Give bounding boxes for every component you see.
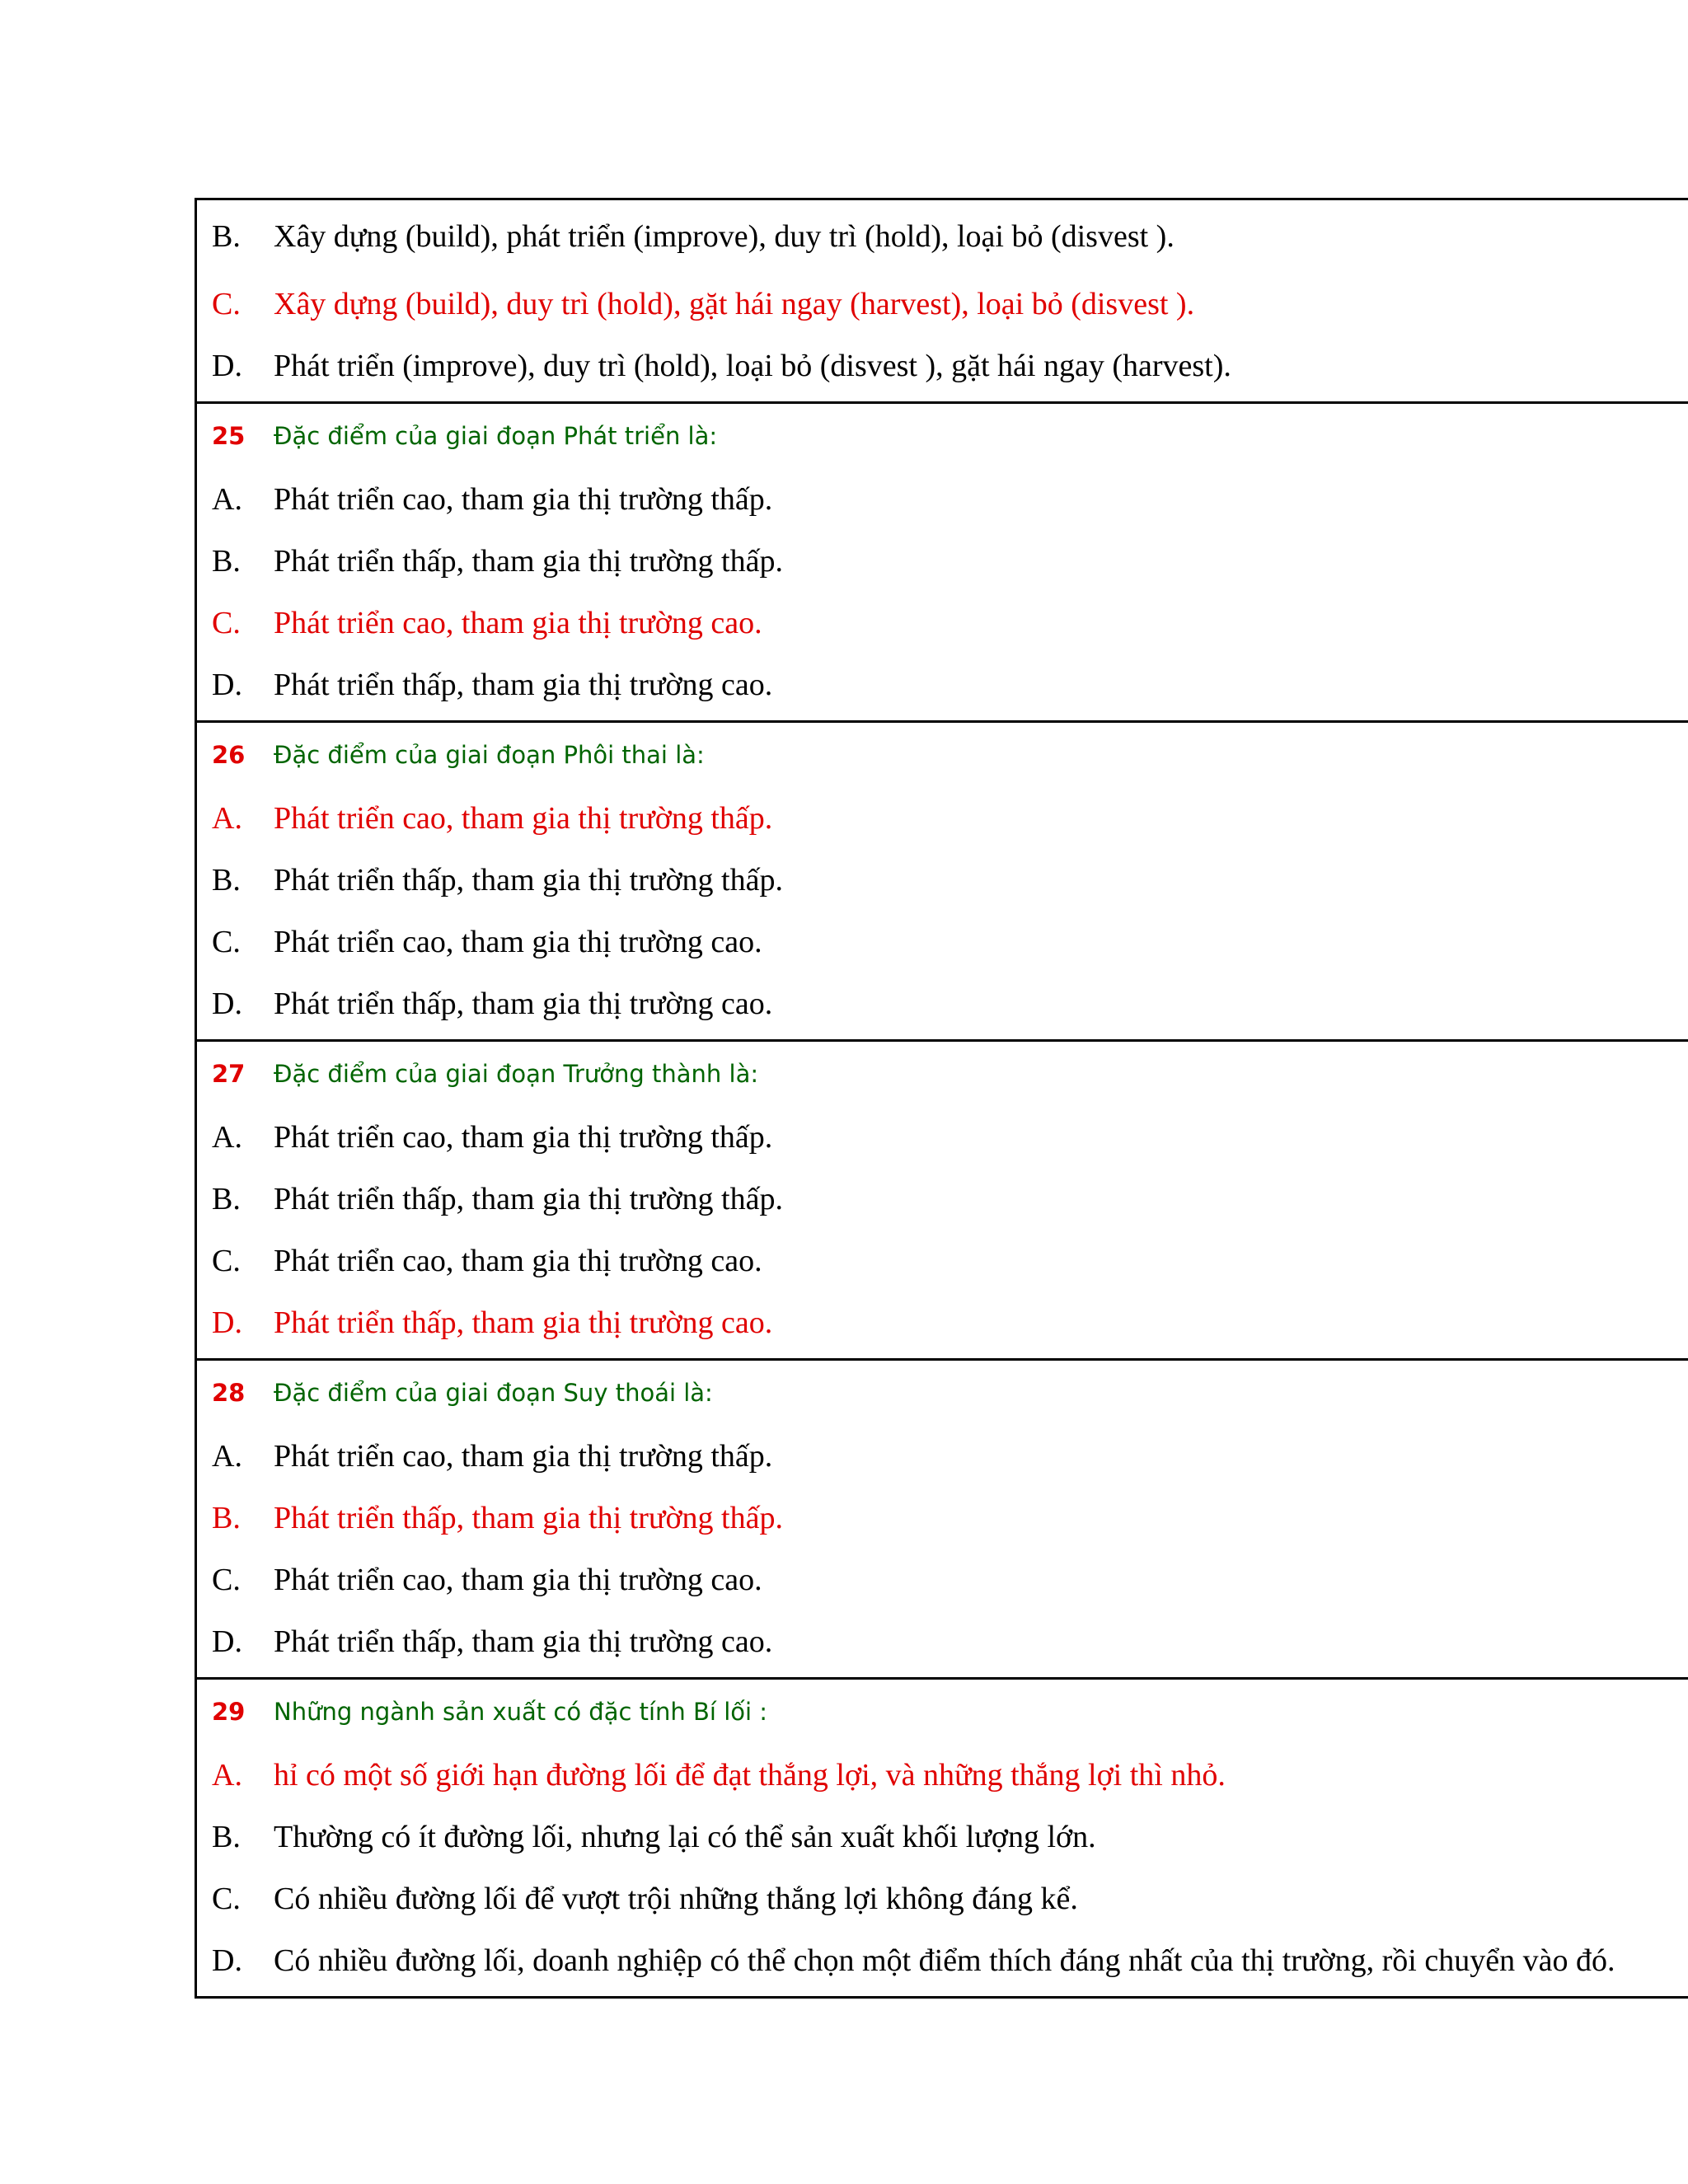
option-text: Phát triển cao, tham gia thị trường cao. [274, 1243, 762, 1278]
option-c[interactable] [197, 273, 1688, 335]
question-text: Những ngành sản xuất có đặc tính Bí lối : [274, 1698, 768, 1726]
option-letter: B. [212, 543, 241, 579]
option-letter: C. [212, 924, 241, 959]
option-a[interactable] [197, 1106, 1688, 1168]
option-letter: C. [212, 605, 241, 640]
option-a[interactable] [197, 1425, 1688, 1487]
option-letter: A. [212, 1119, 242, 1155]
option-letter: B. [212, 1819, 241, 1854]
option-text: Xây dựng (build), duy trì (hold), gặt hái ngay (harvest), loại bỏ (disvest ). [274, 286, 1195, 321]
question-block-24 [197, 198, 1688, 401]
option-b[interactable] [197, 1806, 1688, 1868]
option-text: Có nhiều đường lối để vượt trội những thắng lợi không đáng kể. [274, 1881, 1078, 1916]
option-d[interactable] [197, 1929, 1688, 1991]
question-table [195, 198, 1688, 1999]
option-text: Phát triển cao, tham gia thị trường thấp. [274, 481, 773, 517]
option-b[interactable] [197, 530, 1688, 592]
option-b[interactable] [197, 1168, 1688, 1230]
option-b[interactable] [197, 1487, 1688, 1549]
question-header [197, 1042, 1688, 1106]
option-letter: A. [212, 1757, 242, 1793]
option-text: Có nhiều đường lối, doanh nghiệp có thể chọn một điểm thích đáng nhất của thị trường, rồi chuyển vào đó. [274, 1943, 1615, 1978]
question-header [197, 723, 1688, 787]
option-letter: C. [212, 286, 241, 321]
option-letter: D. [212, 1305, 242, 1340]
option-text: Phát triển thấp, tham gia thị trường cao. [274, 1624, 773, 1659]
option-letter: B. [212, 219, 241, 254]
option-b[interactable] [197, 849, 1688, 911]
question-block-28 [197, 1358, 1688, 1677]
option-letter: C. [212, 1562, 241, 1597]
option-letter: C. [212, 1243, 241, 1278]
question-number: 25 [212, 422, 246, 450]
option-text: Phát triển thấp, tham gia thị trường cao. [274, 986, 773, 1021]
option-letter: B. [212, 1500, 241, 1535]
option-letter: D. [212, 1624, 242, 1659]
option-letter: A. [212, 800, 242, 836]
option-d[interactable] [197, 654, 1688, 715]
option-b[interactable] [197, 200, 1688, 273]
question-number: 28 [212, 1379, 246, 1407]
option-text: Phát triển cao, tham gia thị trường thấp. [274, 800, 773, 836]
question-block-26 [197, 720, 1688, 1039]
option-letter: A. [212, 1438, 242, 1474]
option-letter: B. [212, 862, 241, 898]
option-text: Phát triển thấp, tham gia thị trường thấp. [274, 543, 783, 579]
question-text: Đặc điểm của giai đoạn Phôi thai là: [274, 741, 705, 769]
option-text: Phát triển cao, tham gia thị trường cao. [274, 1562, 762, 1597]
option-c[interactable] [197, 1230, 1688, 1291]
option-text: Phát triển thấp, tham gia thị trường thấp. [274, 1181, 783, 1216]
option-text: Phát triển cao, tham gia thị trường cao. [274, 924, 762, 959]
question-header [197, 404, 1688, 468]
option-letter: D. [212, 667, 242, 702]
option-text: hỉ có một số giới hạn đường lối để đạt thắng lợi, và những thắng lợi thì nhỏ. [274, 1757, 1226, 1793]
question-header [197, 1680, 1688, 1744]
option-text: Phát triển thấp, tham gia thị trường thấp. [274, 862, 783, 898]
question-number: 27 [212, 1060, 246, 1088]
option-text: Phát triển thấp, tham gia thị trường cao. [274, 1305, 773, 1340]
option-text: Phát triển (improve), duy trì (hold), loại bỏ (disvest ), gặt hái ngay (harvest). [274, 348, 1231, 383]
option-text: Xây dựng (build), phát triển (improve), duy trì (hold), loại bỏ (disvest ). [274, 219, 1175, 254]
question-text: Đặc điểm của giai đoạn Trưởng thành là: [274, 1060, 759, 1088]
option-a[interactable] [197, 468, 1688, 530]
option-letter: B. [212, 1181, 241, 1216]
option-d[interactable] [197, 1610, 1688, 1672]
option-text: Thường có ít đường lối, nhưng lại có thể sản xuất khối lượng lớn. [274, 1819, 1096, 1854]
question-block-27 [197, 1039, 1688, 1358]
option-c[interactable] [197, 1549, 1688, 1610]
option-letter: A. [212, 481, 242, 517]
option-c[interactable] [197, 1868, 1688, 1929]
option-a[interactable] [197, 787, 1688, 849]
option-letter: D. [212, 1943, 242, 1978]
option-text: Phát triển thấp, tham gia thị trường cao. [274, 667, 773, 702]
question-number: 29 [212, 1698, 246, 1726]
option-letter: D. [212, 348, 242, 383]
question-block-25 [197, 401, 1688, 720]
question-text: Đặc điểm của giai đoạn Suy thoái là: [274, 1379, 713, 1407]
option-text: Phát triển cao, tham gia thị trường thấp. [274, 1438, 773, 1474]
option-d[interactable] [197, 972, 1688, 1034]
question-header [197, 1361, 1688, 1425]
option-text: Phát triển cao, tham gia thị trường thấp. [274, 1119, 773, 1155]
option-c[interactable] [197, 592, 1688, 654]
option-c[interactable] [197, 911, 1688, 972]
question-block-29 [197, 1677, 1688, 1999]
option-d[interactable] [197, 335, 1688, 396]
question-text: Đặc điểm của giai đoạn Phát triển là: [274, 422, 718, 450]
option-text: Phát triển thấp, tham gia thị trường thấp. [274, 1500, 783, 1535]
option-letter: C. [212, 1881, 241, 1916]
option-a[interactable] [197, 1744, 1688, 1806]
option-letter: D. [212, 986, 242, 1021]
option-d[interactable] [197, 1291, 1688, 1353]
question-number: 26 [212, 741, 246, 769]
option-text: Phát triển cao, tham gia thị trường cao. [274, 605, 762, 640]
